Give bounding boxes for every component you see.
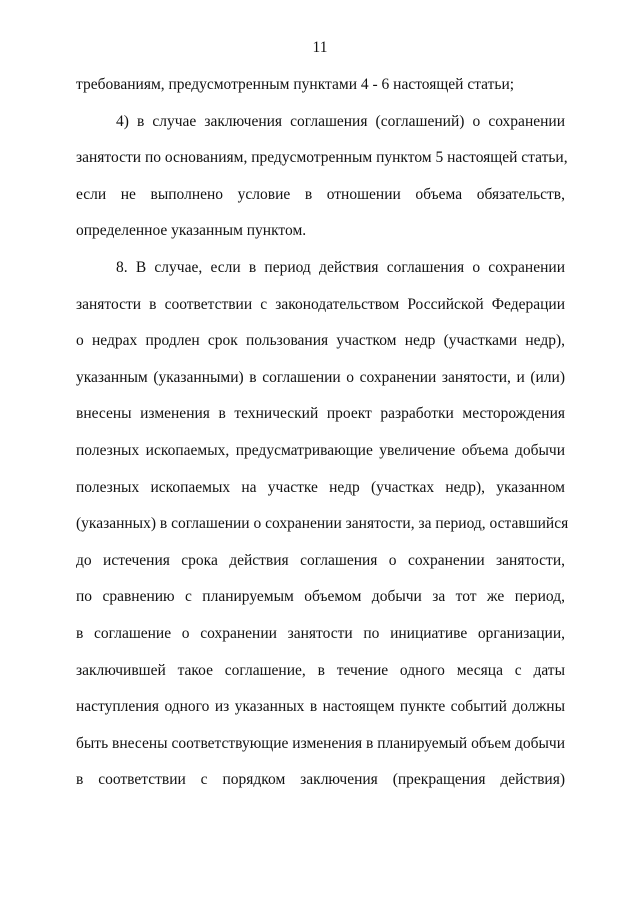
- text-line: полезных ископаемых, предусматривающие увеличение объема добычи: [76, 441, 565, 459]
- page-number: 11: [312, 39, 328, 56]
- text-line: наступления одного из указанных в настоящем пункте событий должны: [76, 698, 565, 716]
- text-line: 4) в случае заключения соглашения (соглашений) о сохранении: [116, 112, 565, 130]
- text-line: если не выполнено условие в отношении объема обязательств,: [76, 185, 565, 203]
- text-line: до истечения срока действия соглашения о сохранении занятости,: [76, 551, 565, 569]
- text-line: указанным (указанными) в соглашении о сохранении занятости, и (или): [76, 368, 565, 386]
- text-line: внесены изменения в технический проект разработки месторождения: [76, 405, 565, 423]
- text-line: заключившей такое соглашение, в течение одного месяца с даты: [76, 661, 565, 679]
- text-line: в соответствии с порядком заключения (прекращения действия): [76, 771, 565, 789]
- text-line: занятости в соответствии с законодательством Российской Федерации: [76, 295, 565, 313]
- document-body: [76, 72, 569, 804]
- text-line: требованиям, предусмотренным пунктами 4 - 6 настоящей статьи;: [76, 76, 515, 93]
- text-line: 8. В случае, если в период действия соглашения о сохранении: [116, 258, 565, 276]
- text-line: в соглашение о сохранении занятости по инициативе организации,: [76, 624, 565, 642]
- text-line: определенное указанным пунктом.: [76, 222, 307, 240]
- text-line: по сравнению с планируемым объемом добычи за тот же период,: [76, 588, 565, 606]
- text-line: о недрах продлен срок пользования участком недр (участками недр),: [76, 332, 565, 350]
- text-line: занятости по основаниям, предусмотренным пунктом 5 настоящей статьи,: [76, 149, 568, 167]
- text-line: полезных ископаемых на участке недр (участках недр), указанном: [76, 478, 565, 496]
- text-line: быть внесены соответствующие изменения в планируемый объем добычи: [76, 734, 565, 752]
- text-line: (указанных) в соглашении о сохранении занятости, за период, оставшийся: [76, 515, 569, 533]
